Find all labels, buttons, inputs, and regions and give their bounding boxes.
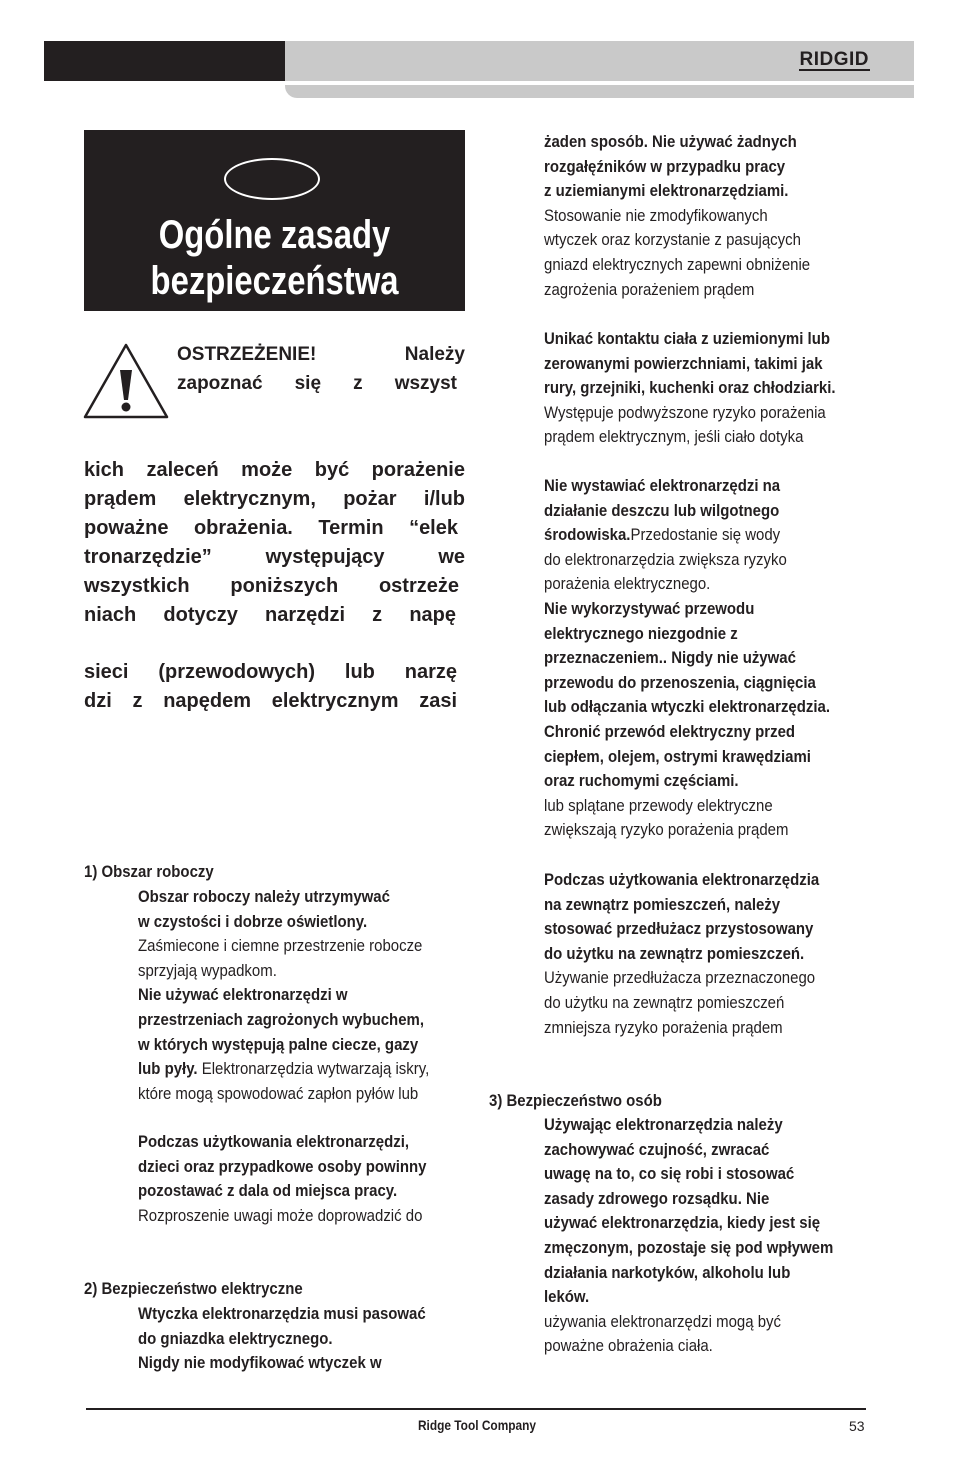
text-line: zachowywać czujność, zwracać <box>544 1139 770 1159</box>
text-line: Nie używać elektronarzędzi w <box>138 985 348 1005</box>
text-line: lub odłączania wtyczki elektronarzędzia. <box>544 697 830 717</box>
text-line: żaden sposób. Nie używać żadnych <box>544 132 797 151</box>
footer-company: Ridge Tool Company <box>417 1417 537 1433</box>
text-line: elektrycznego niezgodnie z <box>544 623 738 643</box>
section-heading-2: 2) Bezpieczeństwo elektryczne <box>84 1279 303 1298</box>
text-line: Wtyczka elektronarzędzia musi pasować <box>138 1304 426 1323</box>
text-line: w których występują palne ciecze, gazy <box>138 1034 419 1054</box>
text-line: z uziemianymi elektronarzędziami. <box>544 181 789 201</box>
text-line: używania elektronarzędzi mogą być <box>544 1311 781 1331</box>
text-normal: Elektronarzędzia wytwarzają iskry, <box>197 1059 430 1079</box>
page-title-line1: Ogólne zasady <box>158 213 391 257</box>
warning-body-line: prądem elektrycznym, pożar i/lub <box>84 488 465 510</box>
text-line: ciepłem, olejem, ostrymi krawędziami <box>544 746 811 766</box>
text-line <box>544 523 830 548</box>
paragraph-rain-and-cord <box>544 474 830 843</box>
warning-body-line: kich zaleceń może być porażenie <box>84 459 465 481</box>
text-line: zasady zdrowego rozsądku. Nie <box>544 1188 770 1208</box>
text-line: działanie deszczu lub wilgotnego <box>544 500 780 520</box>
warning-body-line: wszystkich poniższych ostrzeże <box>84 575 459 597</box>
text-line: Używanie przedłużacza przeznaczonego <box>544 968 816 988</box>
brand-logo: RIDGID <box>799 49 869 70</box>
header-gray-tab <box>285 85 914 98</box>
text-line: lub splątane przewody elektryczne <box>544 795 773 815</box>
paragraph-plug <box>138 1302 426 1376</box>
text-line <box>138 1057 429 1082</box>
text-bold: lub pyły. <box>138 1059 198 1079</box>
text-line: Nie wystawiać elektronarzędzi na <box>544 476 781 495</box>
text-line: Podczas użytkowania elektronarzędzia <box>544 870 820 889</box>
text-line: zagrożenia porażeniem prądem <box>544 279 755 299</box>
warning-body-line: poważne obrażenia. Termin “elek <box>84 517 458 539</box>
text-line: rury, grzejniki, kuchenki oraz chłodziarki. <box>544 378 836 398</box>
text-line: gniazd elektrycznych zapewni obniżenie <box>544 254 811 274</box>
text-line: zmęczonym, pozostaje się pod wpływem <box>544 1237 834 1257</box>
text-line: do użytku na zewnątrz pomieszczeń <box>544 992 785 1012</box>
paragraph-children <box>138 1130 426 1228</box>
text-line: oraz ruchomymi częściami. <box>544 771 739 791</box>
warning-line-1: OSTRZEŻENIE! Należy <box>177 344 465 365</box>
section-title-box <box>84 130 465 311</box>
text-line: Nie wykorzystywać przewodu <box>544 598 755 618</box>
page-number: 53 <box>849 1418 865 1434</box>
text-line: przestrzeniach zagrożonych wybuchem, <box>138 1009 424 1029</box>
section-heading-3: 3) Bezpieczeństwo osób <box>489 1091 662 1110</box>
text-line: leków. <box>544 1287 590 1307</box>
title-oval <box>224 158 320 200</box>
warning-body-2 <box>84 658 465 716</box>
text-line: porażenia elektrycznego. <box>544 574 711 594</box>
paragraph-work-area-clean <box>138 885 429 1106</box>
header-black-band <box>44 41 285 81</box>
text-line: uwagę na to, co się robi i stosować <box>544 1164 795 1184</box>
text-line: Nigdy nie modyfikować wtyczek w <box>138 1353 382 1373</box>
page-title-line2: bezpieczeństwa <box>150 259 399 303</box>
warning-body-line: sieci (przewodowych) lub narzę <box>84 661 457 683</box>
text-line: do użytku na zewnątrz pomieszczeń. <box>544 943 805 963</box>
text-line: sprzyjają wypadkom. <box>138 960 277 980</box>
text-line: używać elektronarzędzia, kiedy jest się <box>544 1213 821 1233</box>
text-line: Podczas użytkowania elektronarzędzi, <box>138 1132 410 1151</box>
text-line: które mogą spowodować zapłon pyłów lub <box>138 1083 419 1103</box>
warning-body-line: tronarzędzie” występujący we <box>84 546 465 568</box>
text-line: przeznaczeniem.. Nigdy nie używać <box>544 648 796 668</box>
text-bold: środowiska. <box>544 525 631 545</box>
paragraph-plug-continued <box>544 130 810 302</box>
text-line: na zewnątrz pomieszczeń, należy <box>544 894 781 914</box>
text-line: do elektronarzędzia zwiększa ryzyko <box>544 549 787 569</box>
text-line: Stosowanie nie zmodyfikowanych <box>544 205 768 225</box>
section-heading-1: 1) Obszar roboczy <box>84 862 214 881</box>
warning-triangle-icon <box>82 342 170 420</box>
text-line: Chronić przewód elektryczny przed <box>544 721 796 741</box>
text-line: w czystości i dobrze oświetlony. <box>138 911 368 931</box>
paragraph-grounded-surfaces <box>544 327 836 450</box>
text-line: do gniazdka elektrycznego. <box>138 1328 333 1348</box>
text-line: przewodu do przenoszenia, ciągnięcia <box>544 672 816 692</box>
text-line: dzieci oraz przypadkowe osoby powinny <box>138 1156 427 1176</box>
page-title <box>118 212 430 304</box>
text-line: Występuje podwyższone ryzyko porażenia <box>544 402 826 422</box>
text-line: Używając elektronarzędzia należy <box>544 1115 783 1134</box>
warning-body-1 <box>84 456 465 630</box>
paragraph-outdoor-extension <box>544 868 819 1040</box>
text-line: zwiększają ryzyko porażenia prądem <box>544 820 789 840</box>
warning-body-line: dzi z napędem elektrycznym zasi <box>84 690 457 712</box>
paragraph-personal-safety <box>544 1113 833 1359</box>
footer-rule <box>86 1408 866 1410</box>
text-line: działania narkotyków, alkoholu lub <box>544 1262 791 1282</box>
text-normal: Przedostanie się wody <box>630 525 781 545</box>
text-line: pozostawać z dala od miejsca pracy. <box>138 1181 398 1201</box>
text-line: Unikać kontaktu ciała z uziemionymi lub <box>544 329 830 348</box>
text-line: Zaśmiecone i ciemne przestrzenie robocze <box>138 936 423 956</box>
text-line: wtyczek oraz korzystanie z pasujących <box>544 230 801 250</box>
text-line: rozgałęźników w przypadku pracy <box>544 156 786 176</box>
text-line: prądem elektrycznym, jeśli ciało dotyka <box>544 427 804 447</box>
text-line: stosować przedłużacz przystosowany <box>544 919 814 939</box>
text-line: poważne obrażenia ciała. <box>544 1336 713 1356</box>
text-line: Obszar roboczy należy utrzymywać <box>138 887 390 906</box>
warning-body-line: niach dotyczy narzędzi z napę <box>84 604 456 626</box>
text-line: zerowanymi powierzchniami, takimi jak <box>544 353 823 373</box>
warning-line-2: zapoznać się z wszyst <box>177 373 457 394</box>
text-line: Rozproszenie uwagi może doprowadzić do <box>138 1205 423 1225</box>
text-line: zmniejsza ryzyko porażenia prądem <box>544 1017 783 1037</box>
